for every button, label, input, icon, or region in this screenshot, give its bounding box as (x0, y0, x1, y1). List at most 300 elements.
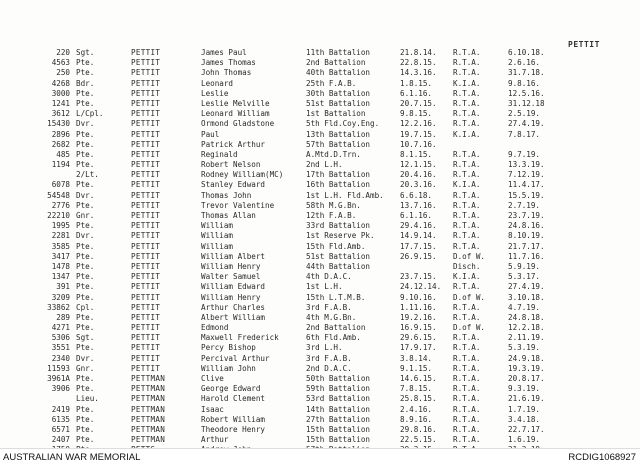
rank: Pte. (76, 160, 95, 170)
table-row (0, 160, 640, 170)
fate: R.T.A. (453, 282, 481, 292)
surname: PETTIT (131, 98, 161, 108)
given-names: Clive (201, 374, 224, 383)
enlistment-date: 1.11.16. (400, 302, 437, 312)
surname: PETTIT (131, 302, 161, 312)
return-date: 4.7.19. (508, 302, 541, 312)
table-row (0, 130, 640, 140)
service-number: 485 (56, 149, 70, 159)
rank: Pte. (76, 241, 95, 251)
fate: R.T.A. (453, 211, 481, 220)
unit: 16th Battalion (306, 180, 371, 190)
service-number: 4268 (51, 78, 70, 88)
fate: R.T.A. (453, 48, 481, 57)
table-row (0, 221, 640, 231)
surname: PETTIT (131, 170, 161, 180)
given-names: William Henry (201, 261, 261, 271)
table-row (0, 68, 640, 78)
fate: R.T.A. (453, 353, 481, 363)
table-row (0, 150, 640, 160)
service-number: 15430 (47, 119, 70, 129)
rank: Pte. (76, 98, 95, 108)
enlistment-date: 24.12.14. (400, 282, 442, 292)
enlistment-date: 6.1.16. (400, 88, 433, 98)
table-row (0, 231, 640, 241)
return-date: 2.7.19. (508, 200, 541, 210)
fate: R.T.A. (453, 231, 481, 241)
fate: K.I.A. (453, 272, 481, 282)
table-row (0, 415, 640, 425)
surname: PETTIT (131, 343, 161, 353)
rank: Pte. (76, 384, 95, 394)
rank: Dvr. (76, 231, 95, 241)
table-row (0, 180, 640, 190)
unit: 5th Fld.Coy.Eng. (306, 119, 380, 129)
nominal-roll-list (0, 48, 640, 456)
return-date: 5.3.19. (508, 343, 541, 353)
given-names: Leonard William (201, 109, 270, 119)
table-row (0, 170, 640, 180)
enlistment-date: 9.8.15. (400, 109, 433, 119)
fate: K.I.A. (453, 129, 481, 139)
rank: Pte. (76, 292, 95, 302)
enlistment-date: 25.8.15. (400, 394, 437, 404)
footer-record-id: RCDIG1068927 (568, 452, 636, 463)
rank: Pte. (76, 261, 95, 271)
given-names: Reginald (201, 149, 238, 159)
enlistment-date: 7.8.15. (400, 384, 433, 394)
service-number: 2419 (51, 404, 70, 414)
unit: 2nd Battalion (306, 323, 366, 333)
unit: 13th Battalion (306, 129, 371, 139)
service-number: 3551 (51, 343, 70, 353)
table-row (0, 191, 640, 201)
surname: PETTIT (131, 282, 161, 292)
table-row (0, 99, 640, 109)
surname: PETTIT (131, 78, 161, 88)
enlistment-date: 1.8.15. (400, 78, 433, 88)
fate: R.T.A. (453, 384, 481, 394)
table-row (0, 262, 640, 272)
enlistment-date: 3.8.14. (400, 353, 433, 363)
surname: PETTIT (131, 180, 161, 190)
table-row (0, 405, 640, 415)
surname: PETTIT (131, 190, 161, 200)
surname: PETTIT (131, 241, 161, 251)
enlistment-date: 14.9.14. (400, 231, 437, 241)
fate: R.T.A. (453, 363, 481, 373)
surname: PETTIT (131, 363, 161, 373)
unit: 59th Battalion (306, 384, 371, 394)
surname: PETTIT (131, 160, 161, 170)
service-number: 6571 (51, 424, 70, 434)
given-names: James Thomas (201, 58, 256, 68)
surname: PETTIT (131, 251, 161, 261)
return-date: 21.6.19. (508, 394, 545, 404)
return-date: 9.3.19. (508, 384, 541, 394)
unit: 1st Battalion (306, 109, 366, 119)
rank: Lieu. (76, 394, 99, 404)
surname: PETTMAN (131, 394, 166, 404)
enlistment-date: 16.9.15. (400, 323, 437, 333)
service-number: 1347 (51, 272, 70, 282)
return-date: 20.8.17. (508, 374, 545, 383)
service-number: 2682 (51, 139, 70, 149)
unit: 3rd F.A.B. (306, 302, 352, 312)
rank: Pte. (76, 58, 95, 68)
unit: 3rd F.A.B. (306, 353, 352, 363)
service-number: 1241 (51, 98, 70, 108)
surname: PETTIT (131, 261, 161, 271)
rank: Pte. (76, 374, 95, 383)
table-row (0, 354, 640, 364)
enlistment-date: 20.4.16. (400, 170, 437, 180)
return-date: 7.12.19. (508, 170, 545, 180)
rank: Pte. (76, 282, 95, 292)
given-names: George Edward (201, 384, 261, 394)
enlistment-date: 8.9.16. (400, 414, 433, 424)
enlistment-date: 9.10.16. (400, 292, 437, 302)
enlistment-date: 21.8.14. (400, 48, 437, 57)
surname: PETTIT (131, 323, 161, 333)
table-row (0, 252, 640, 262)
return-date: 1.6.19. (508, 435, 541, 445)
unit: 15th Battalion (306, 424, 371, 434)
fate: R.T.A. (453, 170, 481, 180)
unit: 51st Battalion (306, 98, 371, 108)
table-row (0, 333, 640, 343)
unit: 2nd D.A.C. (306, 363, 352, 373)
given-names: Maxwell Frederick (201, 333, 279, 343)
surname: PETTMAN (131, 414, 166, 424)
surname: PETTIT (131, 272, 161, 282)
table-row (0, 384, 640, 394)
rank: 2/Lt. (76, 170, 99, 180)
unit: 53rd Battalion (306, 394, 371, 404)
unit: 1st L.H. (306, 282, 343, 292)
table-row (0, 343, 640, 353)
fate: R.T.A. (453, 435, 481, 445)
service-number: 2281 (51, 231, 70, 241)
return-date: 13.3.19. (508, 160, 545, 170)
surname: PETTMAN (131, 404, 166, 414)
service-number: 220 (56, 48, 70, 57)
unit: 30th Battalion (306, 88, 371, 98)
surname: PETTIT (131, 149, 161, 159)
rank: Pte. (76, 129, 95, 139)
surname: PETTIT (131, 312, 161, 322)
enlistment-date: 19.2.16. (400, 312, 437, 322)
enlistment-date: 29.6.15. (400, 333, 437, 343)
table-row (0, 303, 640, 313)
given-names: Ormond Gladstone (201, 119, 275, 129)
unit: 44th Battalion (306, 261, 371, 271)
given-names: Robert William (201, 414, 266, 424)
table-row (0, 394, 640, 404)
rank: Dvr. (76, 353, 95, 363)
fate: R.T.A. (453, 404, 481, 414)
unit: 4th D.A.C. (306, 272, 352, 282)
service-number: 4271 (51, 323, 70, 333)
return-date: 21.7.17. (508, 241, 545, 251)
surname: PETTIT (131, 88, 161, 98)
return-date: 9.8.16. (508, 78, 541, 88)
surname: PETTIT (131, 48, 161, 57)
enlistment-date: 2.4.16. (400, 404, 433, 414)
fate: R.T.A. (453, 98, 481, 108)
rank: Pte. (76, 272, 95, 282)
fate: R.T.A. (453, 394, 481, 404)
given-names: Isaac (201, 404, 224, 414)
unit: 58th M.G.Bn. (306, 200, 361, 210)
given-names: William Albert (201, 251, 266, 261)
fate: D.of W. (453, 251, 486, 261)
table-row (0, 364, 640, 374)
footer-institution: AUSTRALIAN WAR MEMORIAL (3, 452, 141, 463)
unit: 2nd L.H. (306, 160, 343, 170)
given-names: Paul (201, 129, 220, 139)
unit: 1st L.H. Fld.Amb. (306, 190, 384, 200)
rank: Pte. (76, 251, 95, 261)
service-number: 54548 (47, 190, 70, 200)
table-row (0, 425, 640, 435)
enlistment-date: 14.3.16. (400, 68, 437, 78)
service-number: 1995 (51, 221, 70, 231)
table-row (0, 242, 640, 252)
fate: R.T.A. (453, 333, 481, 343)
enlistment-date: 22.8.15. (400, 58, 437, 68)
rank: Dvr. (76, 190, 95, 200)
given-names: Leslie Melville (201, 98, 270, 108)
fate: R.T.A. (453, 241, 481, 251)
table-row (0, 435, 640, 445)
service-number: 3961A (47, 374, 70, 383)
return-date: 12.2.18. (508, 323, 545, 333)
return-date: 8.10.19. (508, 231, 545, 241)
unit: 33rd Battalion (306, 221, 371, 231)
fate: Disch. (453, 261, 481, 271)
return-date: 5.3.17. (508, 272, 541, 282)
unit: 6th Fld.Amb. (306, 333, 361, 343)
enlistment-date: 13.7.16. (400, 200, 437, 210)
service-number: 5306 (51, 333, 70, 343)
table-row (0, 323, 640, 333)
return-date: 31.7.18. (508, 68, 545, 78)
table-row (0, 293, 640, 303)
service-number: 33862 (47, 302, 70, 312)
table-row (0, 119, 640, 129)
return-date: 11.4.17. (508, 180, 545, 190)
given-names: Robert Nelson (201, 160, 261, 170)
unit: 3rd L.H. (306, 343, 343, 353)
rank: Pte. (76, 435, 95, 445)
return-date: 6.10.18. (508, 48, 545, 57)
unit: A.Mtd.D.Trn. (306, 149, 361, 159)
return-date: 1.7.19. (508, 404, 541, 414)
table-row (0, 89, 640, 99)
return-date: 27.4.19. (508, 119, 545, 129)
given-names: Thomas Allan (201, 211, 256, 220)
fate: R.T.A. (453, 374, 481, 383)
rank: Gnr. (76, 363, 95, 373)
fate: R.T.A. (453, 302, 481, 312)
enlistment-date: 20.7.15. (400, 98, 437, 108)
given-names: Trevor Valentine (201, 200, 275, 210)
service-number: 6135 (51, 414, 70, 424)
rank: Pte. (76, 323, 95, 333)
fate: R.T.A. (453, 312, 481, 322)
rank: Pte. (76, 200, 95, 210)
rank: Bdr. (76, 78, 95, 88)
surname: PETTMAN (131, 435, 166, 445)
given-names: Arthur (201, 435, 229, 445)
rank: Pte. (76, 221, 95, 231)
return-date: 2.11.19. (508, 333, 545, 343)
unit: 57th Battalion (306, 139, 371, 149)
return-date: 3.10.18. (508, 292, 545, 302)
rank: Dvr. (76, 119, 95, 129)
unit: 12th F.A.B. (306, 211, 357, 220)
given-names: William (201, 241, 234, 251)
rank: Pte. (76, 88, 95, 98)
service-number: 1478 (51, 261, 70, 271)
given-names: William Edward (201, 282, 266, 292)
fate: R.T.A. (453, 58, 481, 68)
table-row (0, 140, 640, 150)
service-number: 22210 (47, 211, 70, 220)
fate: K.I.A. (453, 78, 481, 88)
table-row (0, 58, 640, 68)
table-row (0, 48, 640, 58)
fate: R.T.A. (453, 109, 481, 119)
unit: 50th Battalion (306, 374, 371, 383)
enlistment-date: 23.7.15. (400, 272, 437, 282)
return-date: 24.9.18. (508, 353, 545, 363)
return-date: 27.4.19. (508, 282, 545, 292)
surname: PETTMAN (131, 374, 166, 383)
surname: PETTIT (131, 68, 161, 78)
given-names: Patrick Arthur (201, 139, 266, 149)
fate: D.of W. (453, 292, 486, 302)
return-date: 2.5.19. (508, 109, 541, 119)
given-names: Edmond (201, 323, 229, 333)
enlistment-date: 12.2.16. (400, 119, 437, 129)
rank: Cpl. (76, 302, 95, 312)
table-row (0, 272, 640, 282)
unit: 15th Battalion (306, 435, 371, 445)
fate: R.T.A. (453, 88, 481, 98)
return-date: 7.8.17. (508, 129, 541, 139)
rank: Pte. (76, 404, 95, 414)
return-date: 3.4.18. (508, 414, 541, 424)
given-names: William John (201, 363, 256, 373)
unit: 4th M.G.Bn. (306, 312, 357, 322)
rank: Pte. (76, 343, 95, 353)
surname: PETTIT (131, 231, 161, 241)
page-heading: PETTIT (568, 40, 600, 49)
return-date: 15.5.19. (508, 190, 545, 200)
given-names: Walter Samuel (201, 272, 261, 282)
enlistment-date: 20.3.16. (400, 180, 437, 190)
service-number: 2896 (51, 129, 70, 139)
unit: 1st Reserve Pk. (306, 231, 375, 241)
fate: K.I.A. (453, 180, 481, 190)
return-date: 19.3.19. (508, 363, 545, 373)
surname: PETTIT (131, 109, 161, 119)
fate: D.of W. (453, 323, 486, 333)
service-number: 3417 (51, 251, 70, 261)
rank: Sgt. (76, 333, 95, 343)
table-row (0, 79, 640, 89)
table-row (0, 211, 640, 221)
service-number: 6078 (51, 180, 70, 190)
service-number: 250 (56, 68, 70, 78)
table-row (0, 282, 640, 292)
fate: R.T.A. (453, 119, 481, 129)
enlistment-date: 10.7.16. (400, 139, 437, 149)
service-number: 2340 (51, 353, 70, 363)
rank: Pte. (76, 414, 95, 424)
surname: PETTIT (131, 353, 161, 363)
given-names: John Thomas (201, 68, 252, 78)
given-names: Albert William (201, 312, 266, 322)
return-date: 12.5.16. (508, 88, 545, 98)
given-names: Percival Arthur (201, 353, 270, 363)
return-date: 31.12.18 (508, 98, 545, 108)
surname: PETTIT (131, 333, 161, 343)
rank: Gnr. (76, 211, 95, 220)
enlistment-date: 14.6.15. (400, 374, 437, 383)
given-names: James Paul (201, 48, 247, 57)
given-names: Arthur Charles (201, 302, 266, 312)
service-number: 3585 (51, 241, 70, 251)
surname: PETTIT (131, 221, 161, 231)
enlistment-date: 29.8.16. (400, 424, 437, 434)
surname: PETTIT (131, 129, 161, 139)
fate: R.T.A. (453, 221, 481, 231)
surname: PETTIT (131, 211, 161, 220)
unit: 15th L.T.M.B. (306, 292, 366, 302)
rank: Pte. (76, 180, 95, 190)
return-date: 5.9.19. (508, 261, 541, 271)
table-row (0, 109, 640, 119)
given-names: Leslie (201, 88, 229, 98)
fate: R.T.A. (453, 414, 481, 424)
unit: 27th Battalion (306, 414, 371, 424)
rank: Pte. (76, 424, 95, 434)
return-date: 2.6.16. (508, 58, 541, 68)
fate: R.T.A. (453, 200, 481, 210)
enlistment-date: 8.1.15. (400, 149, 433, 159)
rank: L/Cpl. (76, 109, 104, 119)
rank: Pte. (76, 149, 95, 159)
service-number: 1194 (51, 160, 70, 170)
rank: Pte. (76, 139, 95, 149)
service-number: 3612 (51, 109, 70, 119)
return-date: 24.8.18. (508, 312, 545, 322)
service-number: 2776 (51, 200, 70, 210)
given-names: William (201, 221, 234, 231)
fate: R.T.A. (453, 160, 481, 170)
unit: 14th Battalion (306, 404, 371, 414)
fate: R.T.A. (453, 424, 481, 434)
surname: PETTMAN (131, 384, 166, 394)
surname: PETTIT (131, 200, 161, 210)
surname: PETTIT (131, 292, 161, 302)
enlistment-date: 17.7.15. (400, 241, 437, 251)
service-number: 289 (56, 312, 70, 322)
given-names: William (201, 231, 234, 241)
